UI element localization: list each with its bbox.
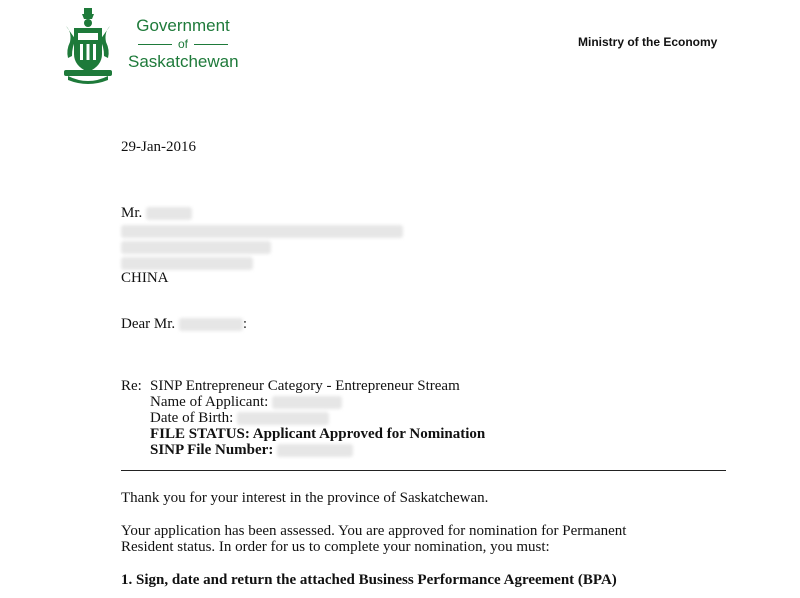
redacted-address-line-4: [121, 257, 253, 270]
wordmark-government: Government: [136, 16, 230, 35]
wordmark-of: [128, 36, 238, 52]
paragraph-assessed-line-2: Resident status. In order for us to complete your nomination, you must:: [121, 539, 550, 555]
government-wordmark: [128, 16, 238, 72]
redacted-address-line-3: [121, 241, 271, 254]
applicant-name-label: Name of Applicant:: [150, 394, 269, 410]
redacted-applicant-name: [272, 396, 342, 409]
redacted-date-of-birth: [237, 412, 329, 425]
address-line-name: [121, 205, 192, 221]
greeting-suffix: :: [242, 316, 248, 332]
wordmark-rule-left: [138, 44, 172, 45]
paragraph-thank-you: Thank you for your interest in the province of Saskatchewan.: [121, 490, 489, 506]
redacted-file-number: [277, 444, 353, 457]
re-file-status: FILE STATUS: Applicant Approved for Nomination: [150, 426, 486, 442]
paragraph-assessed-line-1: Your application has been assessed. You are approved for nomination for Permanent: [121, 523, 627, 539]
address-country: CHINA: [121, 270, 169, 286]
wordmark-saskatchewan: Saskatchewan: [128, 52, 239, 71]
wordmark-rule-right: [194, 44, 228, 45]
greeting-prefix: Dear Mr.: [121, 316, 176, 332]
re-label: Re:: [121, 378, 142, 394]
address-salutation: Mr.: [121, 205, 143, 221]
re-file-number: [150, 442, 353, 458]
letter-date: 29-Jan-2016: [121, 139, 196, 155]
redacted-greeting-name: [179, 318, 243, 331]
ministry-title: Ministry of the Economy: [578, 35, 718, 49]
government-crest-logo: [60, 6, 116, 86]
re-applicant-name: [150, 394, 342, 410]
re-date-of-birth: [150, 410, 329, 426]
redacted-name: [146, 207, 192, 220]
dob-label: Date of Birth:: [150, 410, 234, 426]
wordmark-of-text: of: [177, 37, 188, 51]
re-subject: SINP Entrepreneur Category - Entrepreneur Stream: [150, 378, 460, 394]
section-divider: [121, 470, 726, 471]
step-1-instruction: 1. Sign, date and return the attached Business Performance Agreement (BPA): [121, 572, 617, 588]
file-number-label: SINP File Number:: [150, 442, 274, 458]
redacted-address-line-2: [121, 225, 403, 238]
greeting: [121, 316, 247, 332]
